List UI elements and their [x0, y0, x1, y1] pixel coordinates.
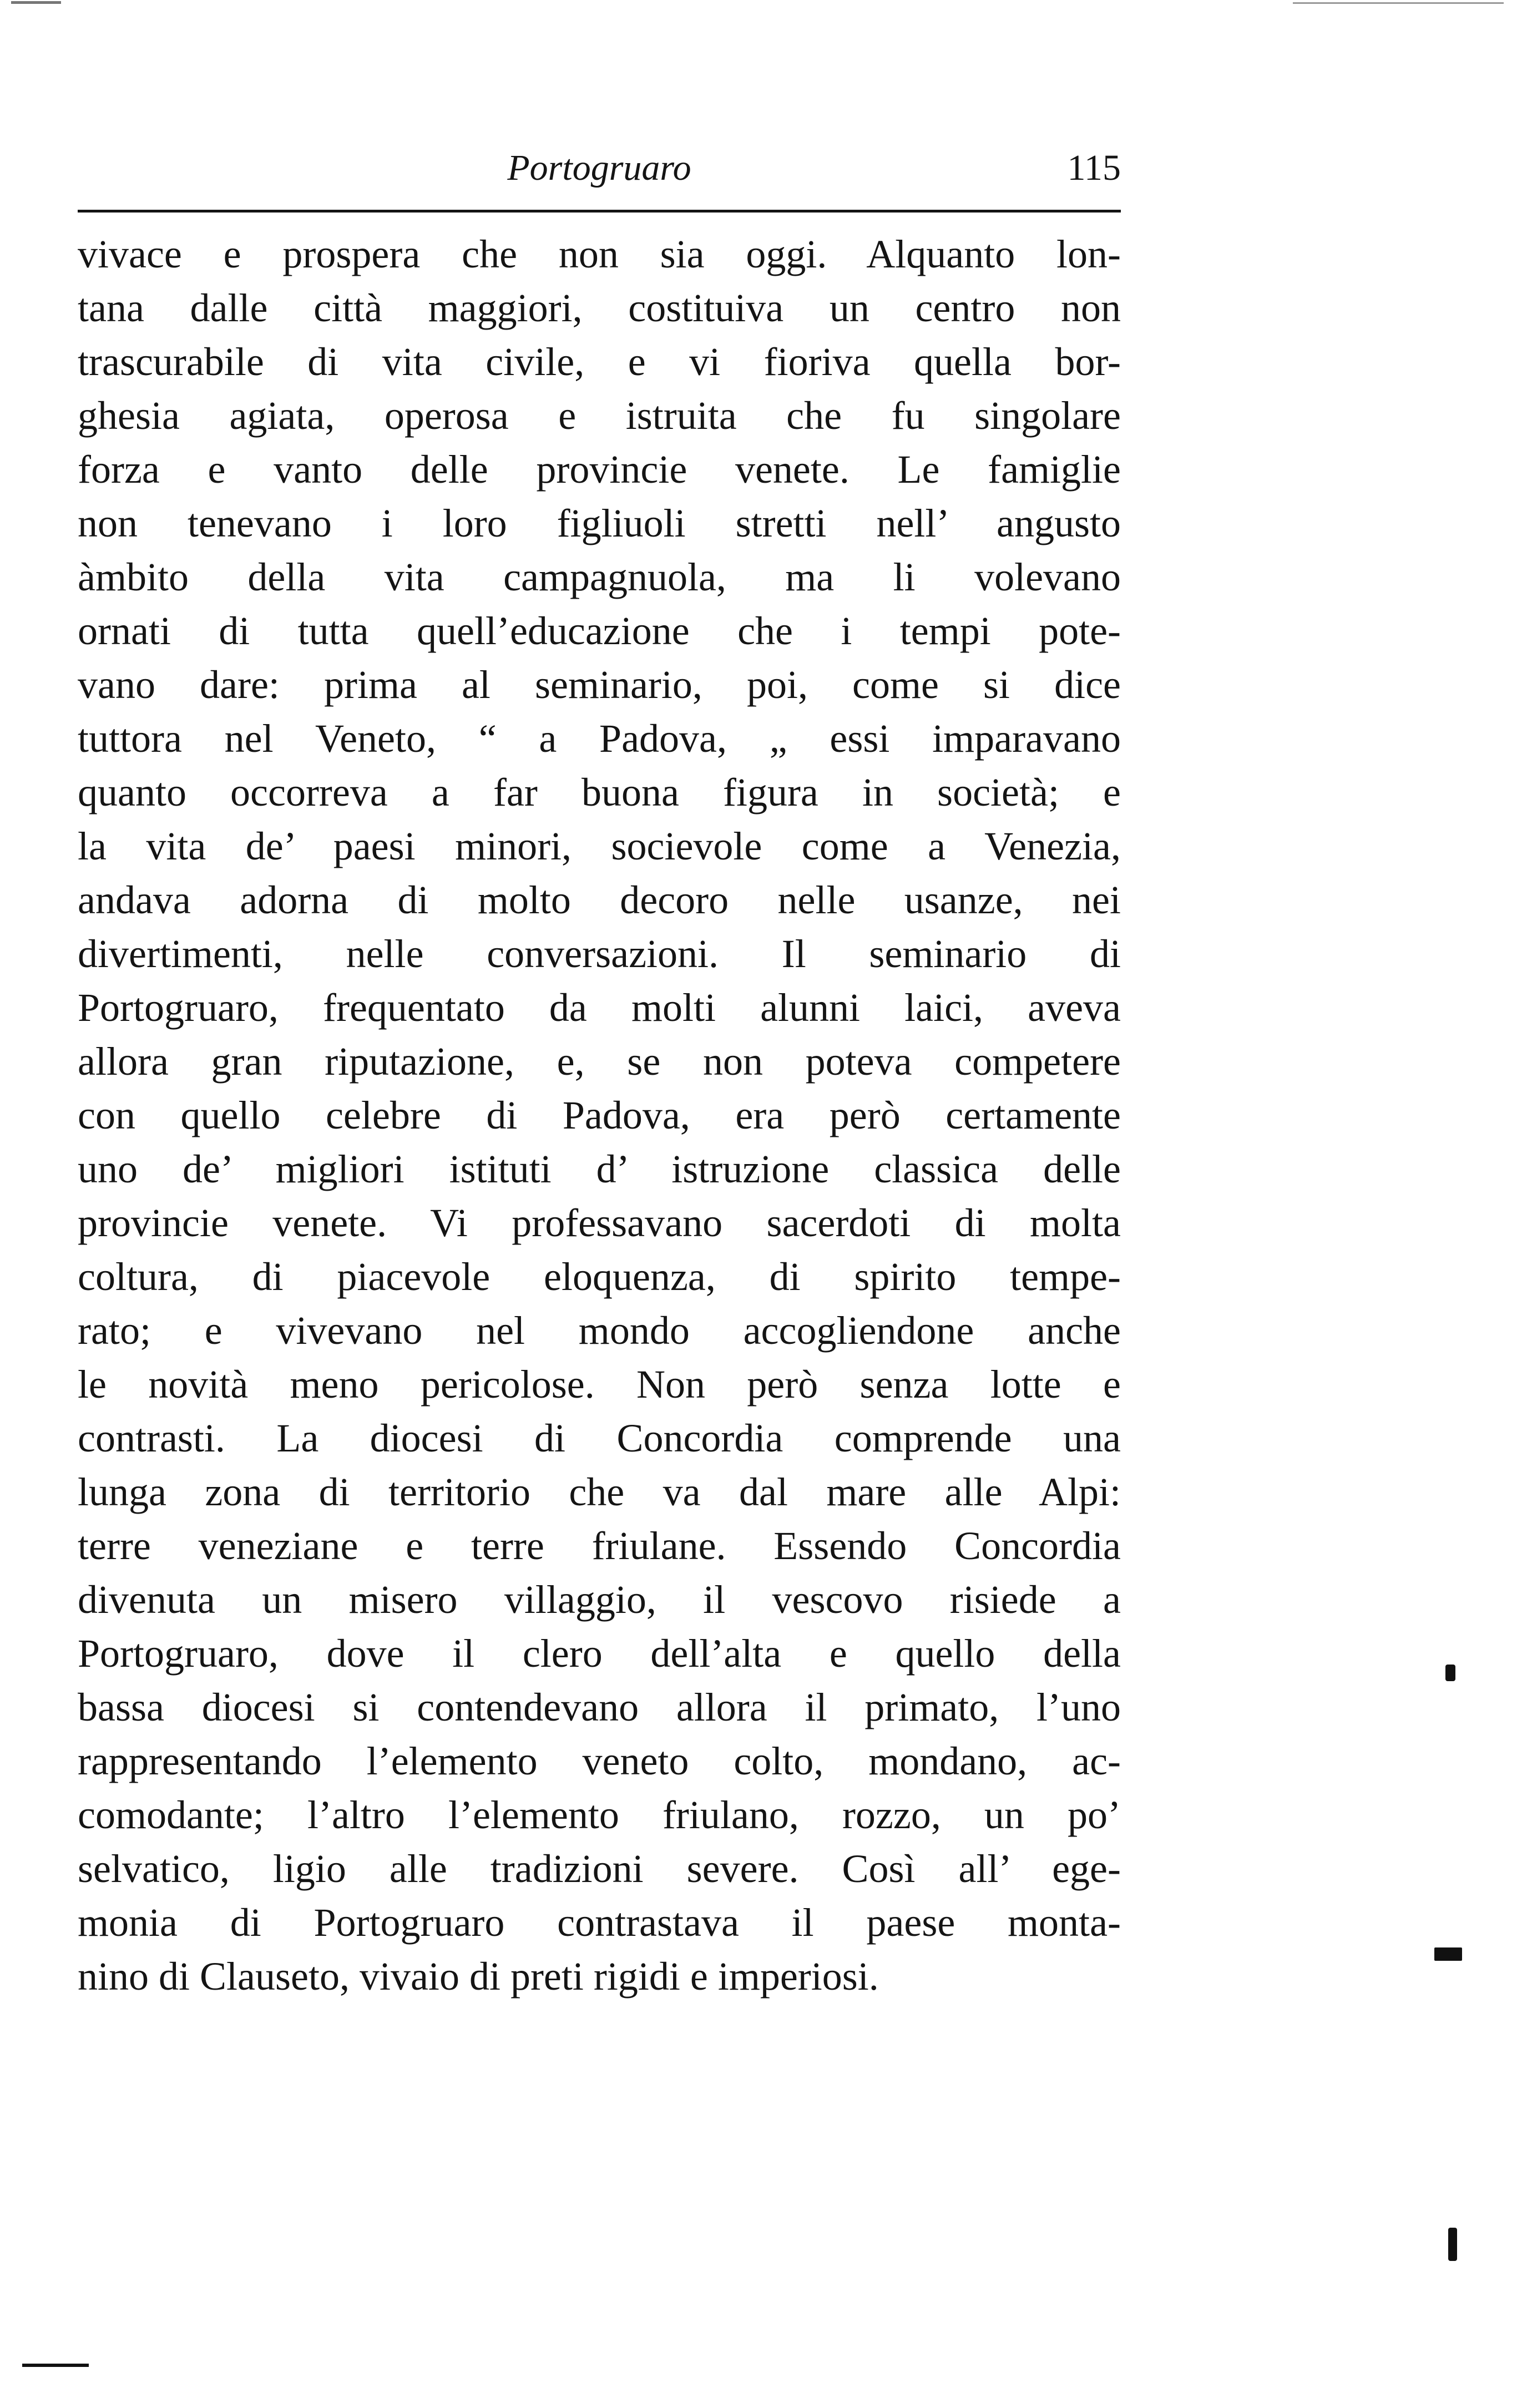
text-line: non tenevano i loro figliuoli stretti nell’ angusto: [78, 501, 1121, 545]
text-line: lunga zona di territorio che va dal mare alle Alpi:: [78, 1470, 1121, 1514]
text-line: la vita de’ paesi minori, socievole come a Venezia,: [78, 824, 1121, 868]
page-header: [78, 143, 1121, 193]
text-line: uno de’ migliori istituti d’ istruzione classica delle: [78, 1147, 1121, 1191]
text-line: trascurabile di vita civile, e vi fioriva quella bor-: [78, 340, 1121, 384]
text-line: rappresentando l’elemento veneto colto, mondano, ac-: [78, 1739, 1121, 1783]
text-line: tuttora nel Veneto, “ a Padova, „ essi imparavano: [78, 716, 1121, 761]
text-line: selvatico, ligio alle tradizioni severe. Così all’ egе-: [78, 1847, 1121, 1891]
running-title: Portogruaro: [507, 148, 691, 188]
text-line: ghesia agiata, operosa e istruita che fu singolare: [78, 393, 1121, 438]
text-line: coltura, di piacevole eloquenza, di spirito tempe-: [78, 1254, 1121, 1299]
text-line: bassa diocesi si contendevano allora il primato, l’uno: [78, 1685, 1121, 1729]
scan-mark: [22, 2364, 89, 2367]
text-line: allora gran riputazione, e, se non poteva competere: [78, 1039, 1121, 1084]
text-line: con quello celebre di Padova, era però certamente: [78, 1093, 1121, 1137]
text-line: divenuta un misero villaggio, il vescovo risiede a: [78, 1577, 1121, 1622]
text-line: Portogruaro, frequentato da molti alunni laici, aveva: [78, 985, 1121, 1030]
header-rule: [78, 210, 1121, 213]
text-line: Portogruaro, dove il clero dell’alta e quello della: [78, 1631, 1121, 1676]
scan-mark: [11, 1, 61, 4]
scan-mark: [1448, 2228, 1457, 2261]
text-line: vivace e prospera che non sia oggi. Alquanto lon-: [78, 232, 1121, 276]
scan-mark: [1434, 1947, 1462, 1961]
page-number: 115: [1067, 148, 1121, 188]
text-line: ornati di tutta quell’educazione che i tempi pote-: [78, 609, 1121, 653]
text-line: forza e vanto delle provincie venete. Le famiglie: [78, 447, 1121, 492]
text-line: monia di Portogruaro contrastava il paese monta-: [78, 1900, 1121, 1945]
scan-mark: [1293, 2, 1504, 4]
text-line: nino di Clauseto, vivaio di preti rigidi e imperiosi.: [78, 1954, 879, 1999]
text-line: vano dare: prima al seminario, poi, come si dice: [78, 662, 1121, 707]
text-line: contrasti. La diocesi di Concordia comprende una: [78, 1416, 1121, 1460]
text-line: àmbito della vita campagnuola, ma li volevano: [78, 555, 1121, 599]
text-line: tana dalle città maggiori, costituiva un centro non: [78, 286, 1121, 330]
text-line: terre veneziane e terre friulane. Essendo Concordia: [78, 1524, 1121, 1568]
body-text: [78, 227, 1121, 2004]
text-line: provincie venete. Vi professavano sacerdoti di molta: [78, 1201, 1121, 1245]
text-line: quanto occorreva a far buona figura in società; e: [78, 770, 1121, 815]
scan-mark: [1445, 1665, 1455, 1681]
text-line: le novità meno pericolose. Non però senza lotte e: [78, 1362, 1121, 1407]
text-line: comodante; l’altro l’elemento friulano, rozzo, un po’: [78, 1793, 1121, 1837]
text-line: andava adorna di molto decoro nelle usanze, nei: [78, 878, 1121, 922]
text-line: divertimenti, nelle conversazioni. Il seminario di: [78, 932, 1121, 976]
text-line: rato; e vivevano nel mondo accogliendone anche: [78, 1308, 1121, 1353]
